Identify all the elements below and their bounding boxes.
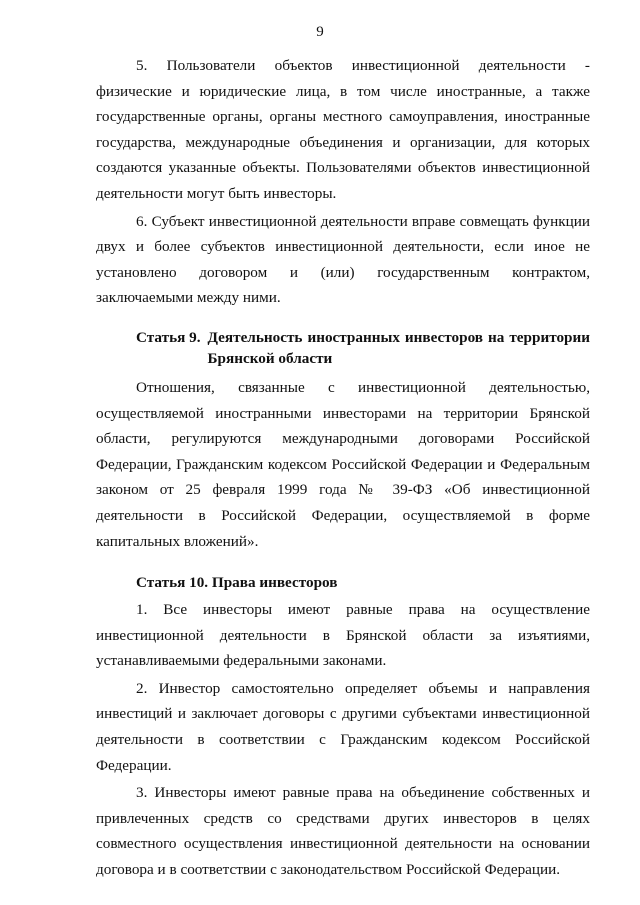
article-10-paragraph-3: 3. Инвесторы имеют равные права на объединение собственных и привлеченных средств со средствами других инвесторов в целях совместного осуществления инвестиционной деятельности на основании договора и в соответствии с законодательством Российской Федерации.	[96, 784, 590, 879]
article-9-heading	[96, 327, 590, 369]
document-body	[96, 53, 590, 885]
page-number: 9	[316, 24, 324, 40]
article-9-title: Деятельность иностранных инвесторов на территории Брянской области	[207, 328, 590, 367]
article-10-heading: Статья 10. Права инвесторов	[136, 574, 338, 592]
article-10-paragraph-2: 2. Инвестор самостоятельно определяет объемы и направления инвестиций и заключает договоры с другими субъектами инвестиционной деятельности в соответствии с Гражданским кодексом Российской Федерации.	[96, 679, 590, 774]
article-10-paragraph-1: 1. Все инвесторы имеют равные права на осуществление инвестиционной деятельности в Брянской области за изъятиями, устанавливаемыми федеральными законами.	[96, 601, 590, 670]
paragraph-item-6: 6. Субъект инвестиционной деятельности вправе совмещать функции двух и более субъектов инвестиционной деятельности, если иное не установлено договором и (или) государственным контрактом, заключаемыми между ними.	[96, 212, 590, 307]
article-9-label: Статья 9.	[136, 328, 201, 346]
paragraph-item-5: 5. Пользователи объектов инвестиционной деятельности - физические и юридические лица, в том числе иностранные, а также государственные органы, органы местного самоуправления, иностранные государства, международные объединения и организации, для которых создаются указанные объекты. Пользователями объектов инвестиционной деятельности могут быть инвесторы.	[96, 57, 590, 202]
article-9-paragraph: Отношения, связанные с инвестиционной деятельностью, осуществляемой иностранными инвесторами на территории Брянской области, регулируются международными договорами Российской Федерации, Гражданским кодексом Российской Федерации и Федеральным законом от 25 февраля 1999 года № 39-ФЗ «Об инвестиционной деятельности в Российской Федерации, осуществляемой в форме капитальных вложений».	[96, 378, 590, 550]
